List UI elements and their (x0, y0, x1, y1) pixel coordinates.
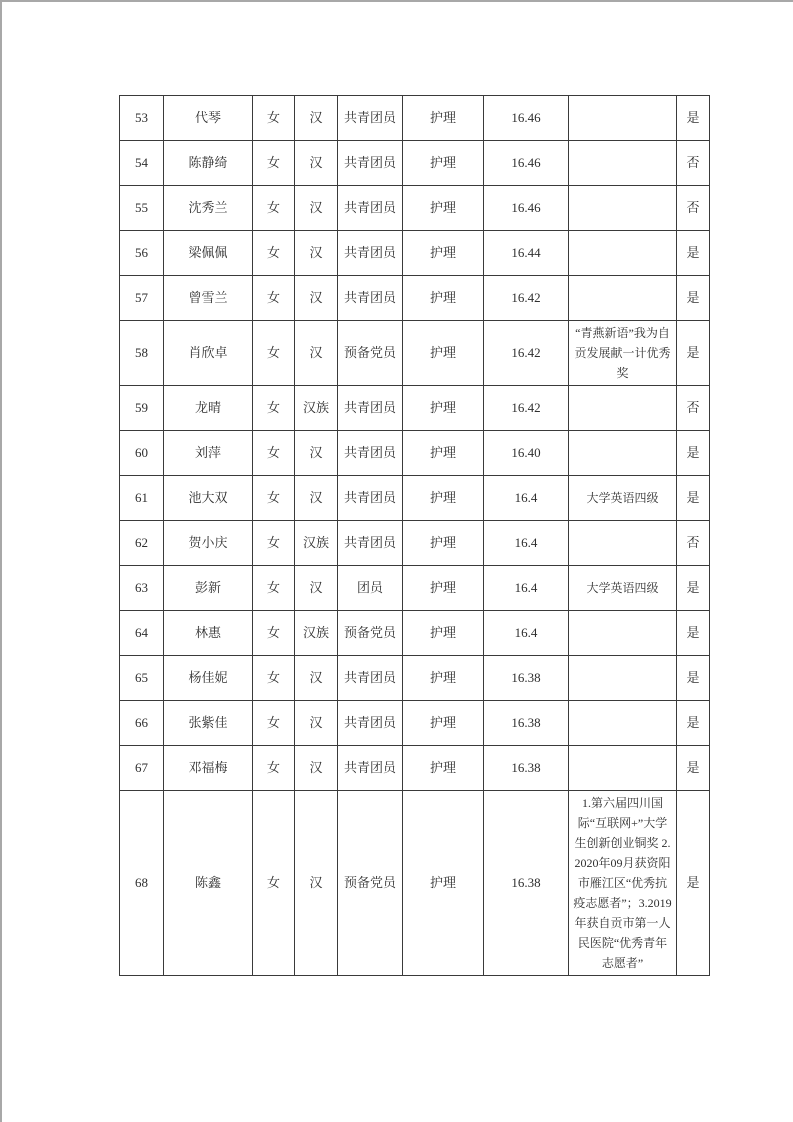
political-status-cell: 团员 (338, 566, 403, 611)
name-cell: 曾雪兰 (164, 276, 253, 321)
ethnicity-cell: 汉 (295, 656, 338, 701)
table-row (120, 231, 710, 276)
table-row (120, 186, 710, 231)
gender-cell: 女 (253, 791, 295, 976)
major-cell: 护理 (403, 386, 484, 431)
row-number-cell: 55 (120, 186, 164, 231)
political-status-cell: 共青团员 (338, 656, 403, 701)
score-cell: 16.42 (484, 276, 569, 321)
political-status-cell: 共青团员 (338, 186, 403, 231)
political-status-cell: 共青团员 (338, 231, 403, 276)
political-status-cell: 共青团员 (338, 141, 403, 186)
political-status-cell: 共青团员 (338, 701, 403, 746)
award-cell (569, 96, 677, 141)
ethnicity-cell: 汉 (295, 141, 338, 186)
score-cell: 16.4 (484, 521, 569, 566)
major-cell: 护理 (403, 791, 484, 976)
selected-cell: 是 (677, 476, 710, 521)
score-cell: 16.46 (484, 141, 569, 186)
political-status-cell: 预备党员 (338, 791, 403, 976)
name-cell: 梁佩佩 (164, 231, 253, 276)
score-cell: 16.44 (484, 231, 569, 276)
ethnicity-cell: 汉 (295, 96, 338, 141)
score-cell: 16.38 (484, 656, 569, 701)
ethnicity-cell: 汉 (295, 746, 338, 791)
score-cell: 16.38 (484, 701, 569, 746)
table-row (120, 386, 710, 431)
gender-cell: 女 (253, 701, 295, 746)
gender-cell: 女 (253, 276, 295, 321)
name-cell: 贺小庆 (164, 521, 253, 566)
selected-cell: 是 (677, 746, 710, 791)
roster-table-grid (119, 95, 710, 976)
score-cell: 16.38 (484, 791, 569, 976)
major-cell: 护理 (403, 476, 484, 521)
score-cell: 16.40 (484, 431, 569, 476)
gender-cell: 女 (253, 521, 295, 566)
roster-table (119, 95, 711, 976)
gender-cell: 女 (253, 611, 295, 656)
award-cell (569, 656, 677, 701)
award-cell (569, 186, 677, 231)
table-row (120, 521, 710, 566)
award-cell: “青燕新语”我为自贡发展献一计优秀奖 (569, 321, 677, 386)
ethnicity-cell: 汉 (295, 701, 338, 746)
gender-cell: 女 (253, 141, 295, 186)
selected-cell: 是 (677, 96, 710, 141)
major-cell: 护理 (403, 656, 484, 701)
ethnicity-cell: 汉 (295, 186, 338, 231)
score-cell: 16.42 (484, 386, 569, 431)
gender-cell: 女 (253, 656, 295, 701)
ethnicity-cell: 汉 (295, 431, 338, 476)
ethnicity-cell: 汉 (295, 791, 338, 976)
row-number-cell: 62 (120, 521, 164, 566)
name-cell: 肖欣卓 (164, 321, 253, 386)
award-cell: 1.第六届四川国际“互联网+”大学生创新创业铜奖 2.2020年09月获资阳市雁江区“优秀抗疫志愿者”；3.2019年获自贡市第一人民医院“优秀青年志愿者” (569, 791, 677, 976)
name-cell: 邓福梅 (164, 746, 253, 791)
ethnicity-cell: 汉 (295, 321, 338, 386)
name-cell: 陈静绮 (164, 141, 253, 186)
award-cell (569, 231, 677, 276)
score-cell: 16.4 (484, 611, 569, 656)
political-status-cell: 共青团员 (338, 521, 403, 566)
ethnicity-cell: 汉族 (295, 386, 338, 431)
ethnicity-cell: 汉族 (295, 521, 338, 566)
row-number-cell: 57 (120, 276, 164, 321)
major-cell: 护理 (403, 521, 484, 566)
major-cell: 护理 (403, 701, 484, 746)
row-number-cell: 64 (120, 611, 164, 656)
political-status-cell: 预备党员 (338, 321, 403, 386)
table-row (120, 96, 710, 141)
political-status-cell: 共青团员 (338, 386, 403, 431)
row-number-cell: 67 (120, 746, 164, 791)
row-number-cell: 54 (120, 141, 164, 186)
score-cell: 16.4 (484, 566, 569, 611)
table-row (120, 656, 710, 701)
name-cell: 张紫佳 (164, 701, 253, 746)
selected-cell: 是 (677, 431, 710, 476)
name-cell: 林惠 (164, 611, 253, 656)
award-cell (569, 386, 677, 431)
selected-cell: 否 (677, 141, 710, 186)
major-cell: 护理 (403, 321, 484, 386)
table-row (120, 791, 710, 976)
selected-cell: 是 (677, 611, 710, 656)
award-cell (569, 141, 677, 186)
selected-cell: 是 (677, 276, 710, 321)
ethnicity-cell: 汉族 (295, 611, 338, 656)
major-cell: 护理 (403, 141, 484, 186)
table-row (120, 611, 710, 656)
row-number-cell: 53 (120, 96, 164, 141)
score-cell: 16.46 (484, 186, 569, 231)
name-cell: 刘萍 (164, 431, 253, 476)
selected-cell: 是 (677, 321, 710, 386)
row-number-cell: 63 (120, 566, 164, 611)
score-cell: 16.38 (484, 746, 569, 791)
political-status-cell: 共青团员 (338, 746, 403, 791)
award-cell (569, 276, 677, 321)
table-row (120, 431, 710, 476)
name-cell: 池大双 (164, 476, 253, 521)
table-row (120, 321, 710, 386)
gender-cell: 女 (253, 321, 295, 386)
selected-cell: 否 (677, 186, 710, 231)
major-cell: 护理 (403, 96, 484, 141)
row-number-cell: 58 (120, 321, 164, 386)
selected-cell: 否 (677, 521, 710, 566)
award-cell (569, 746, 677, 791)
major-cell: 护理 (403, 276, 484, 321)
political-status-cell: 共青团员 (338, 276, 403, 321)
political-status-cell: 共青团员 (338, 96, 403, 141)
gender-cell: 女 (253, 231, 295, 276)
gender-cell: 女 (253, 746, 295, 791)
table-row (120, 476, 710, 521)
ethnicity-cell: 汉 (295, 476, 338, 521)
table-row (120, 276, 710, 321)
award-cell (569, 521, 677, 566)
row-number-cell: 68 (120, 791, 164, 976)
score-cell: 16.4 (484, 476, 569, 521)
political-status-cell: 预备党员 (338, 611, 403, 656)
ethnicity-cell: 汉 (295, 231, 338, 276)
name-cell: 代琴 (164, 96, 253, 141)
gender-cell: 女 (253, 476, 295, 521)
gender-cell: 女 (253, 386, 295, 431)
table-row (120, 566, 710, 611)
row-number-cell: 61 (120, 476, 164, 521)
award-cell: 大学英语四级 (569, 476, 677, 521)
selected-cell: 是 (677, 701, 710, 746)
gender-cell: 女 (253, 186, 295, 231)
selected-cell: 是 (677, 656, 710, 701)
score-cell: 16.46 (484, 96, 569, 141)
row-number-cell: 56 (120, 231, 164, 276)
political-status-cell: 共青团员 (338, 476, 403, 521)
row-number-cell: 59 (120, 386, 164, 431)
selected-cell: 是 (677, 566, 710, 611)
major-cell: 护理 (403, 431, 484, 476)
table-row (120, 746, 710, 791)
ethnicity-cell: 汉 (295, 276, 338, 321)
selected-cell: 否 (677, 386, 710, 431)
table-row (120, 701, 710, 746)
name-cell: 龙晴 (164, 386, 253, 431)
table-row (120, 141, 710, 186)
major-cell: 护理 (403, 186, 484, 231)
gender-cell: 女 (253, 96, 295, 141)
name-cell: 陈鑫 (164, 791, 253, 976)
award-cell (569, 431, 677, 476)
row-number-cell: 66 (120, 701, 164, 746)
score-cell: 16.42 (484, 321, 569, 386)
name-cell: 彭新 (164, 566, 253, 611)
name-cell: 沈秀兰 (164, 186, 253, 231)
award-cell (569, 701, 677, 746)
row-number-cell: 65 (120, 656, 164, 701)
name-cell: 杨佳妮 (164, 656, 253, 701)
row-number-cell: 60 (120, 431, 164, 476)
selected-cell: 是 (677, 231, 710, 276)
major-cell: 护理 (403, 746, 484, 791)
gender-cell: 女 (253, 431, 295, 476)
roster-table-body (120, 96, 710, 976)
selected-cell: 是 (677, 791, 710, 976)
gender-cell: 女 (253, 566, 295, 611)
major-cell: 护理 (403, 566, 484, 611)
ethnicity-cell: 汉 (295, 566, 338, 611)
major-cell: 护理 (403, 231, 484, 276)
major-cell: 护理 (403, 611, 484, 656)
political-status-cell: 共青团员 (338, 431, 403, 476)
award-cell (569, 611, 677, 656)
award-cell: 大学英语四级 (569, 566, 677, 611)
